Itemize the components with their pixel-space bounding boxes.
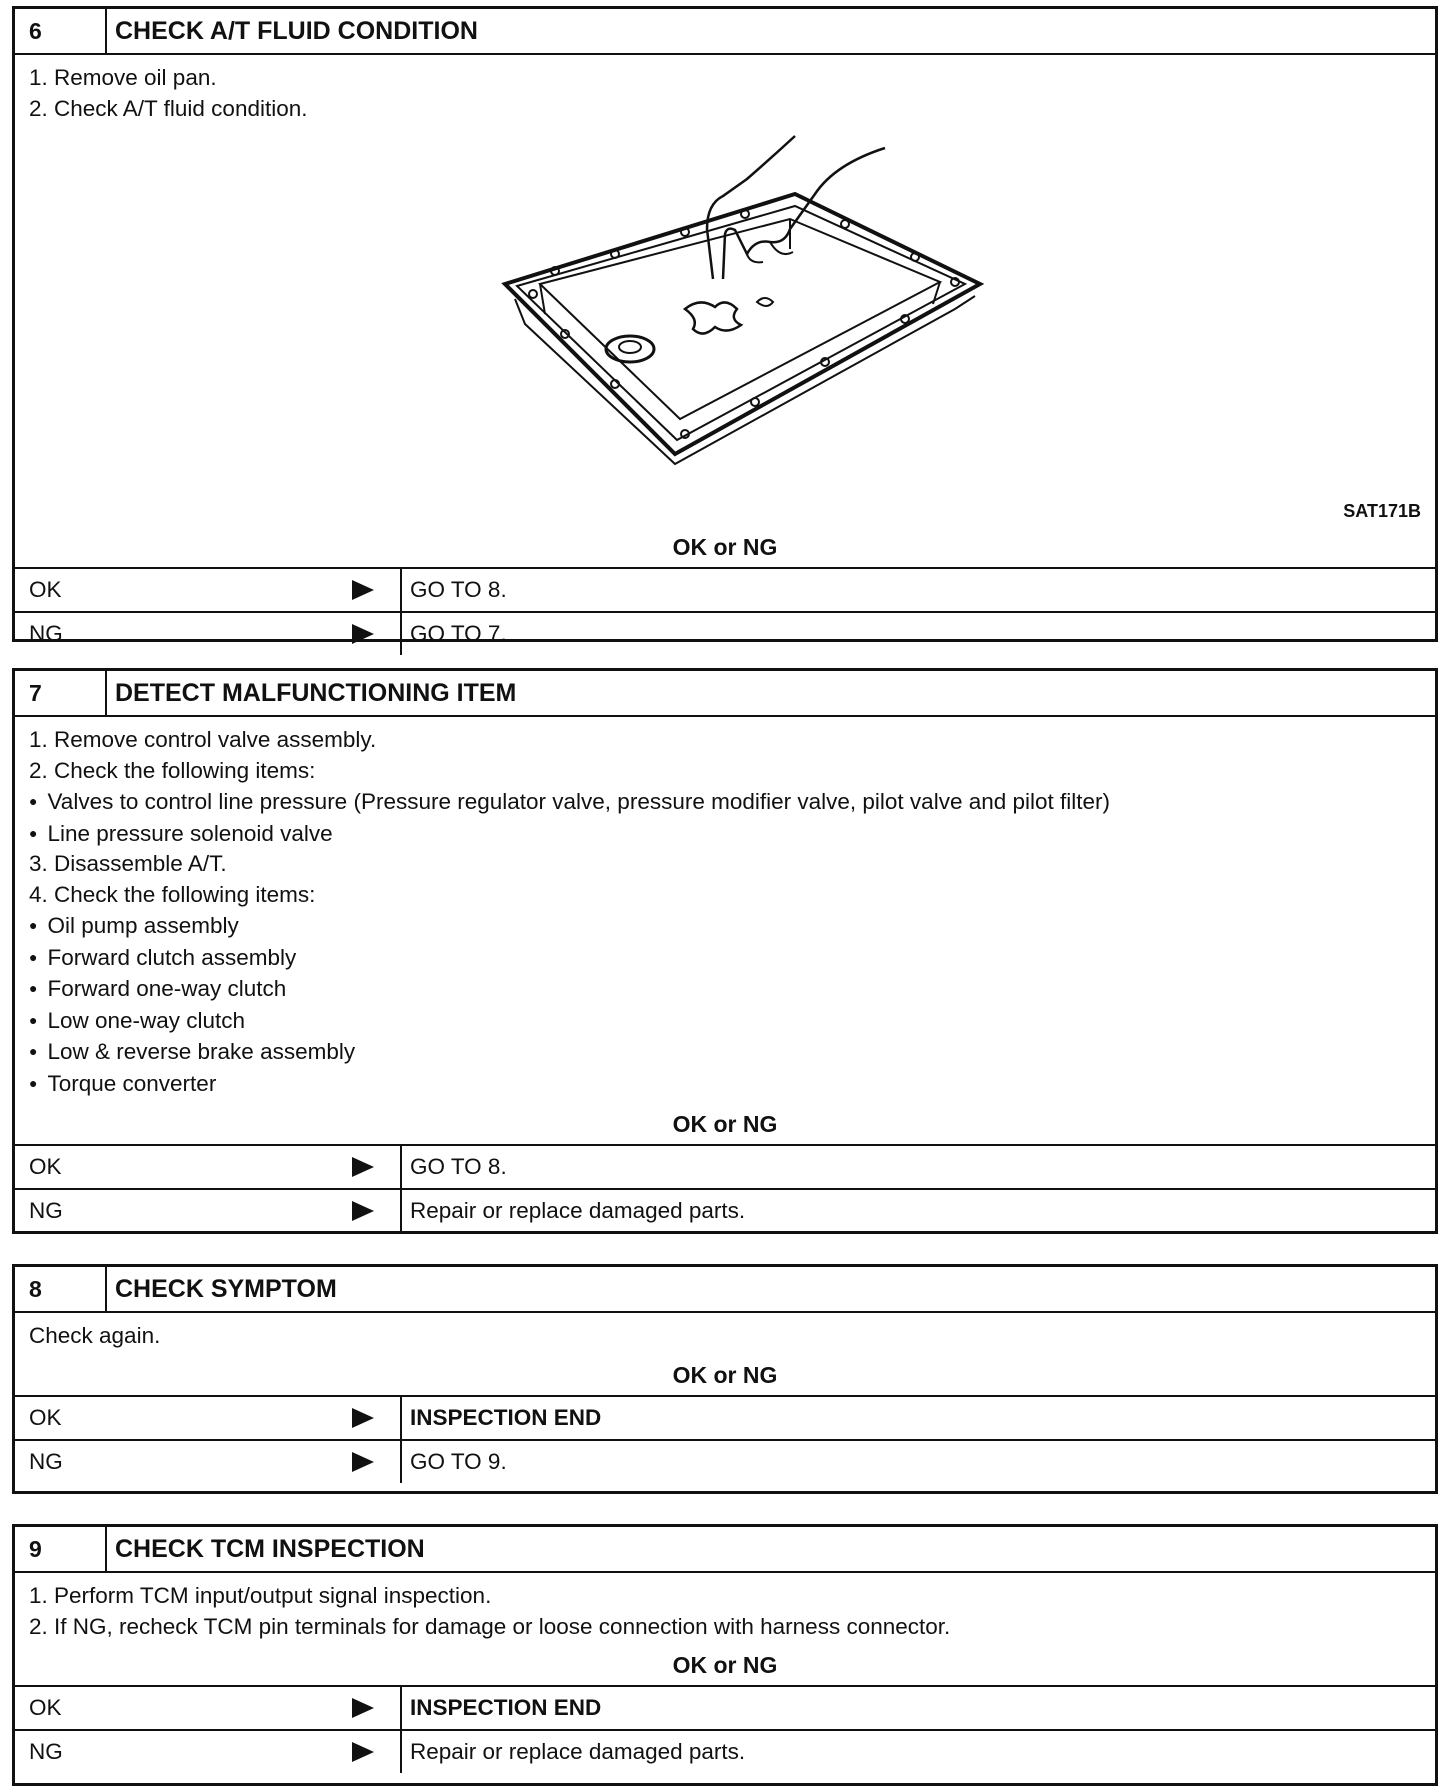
result-row-ok	[15, 1685, 1435, 1729]
result-action: GO TO 7.	[410, 621, 507, 646]
step-body	[15, 717, 1435, 1111]
step-body	[15, 1313, 1435, 1362]
instruction-line: 1. Perform TCM input/output signal inspection.	[29, 1583, 492, 1608]
step-9-box	[12, 1524, 1438, 1786]
arrow-right-icon	[325, 1731, 402, 1773]
result-row-ng	[15, 1729, 1435, 1773]
arrow-right-icon	[325, 1687, 402, 1729]
bullet-item: ● Line pressure solenoid valve	[29, 818, 1421, 850]
step-6-box	[12, 6, 1438, 646]
step-header	[15, 1267, 1435, 1313]
result-label: NG	[29, 1448, 63, 1474]
step-number: 8	[15, 1267, 107, 1311]
instruction-line: 1. Remove oil pan.	[29, 65, 217, 90]
result-action: INSPECTION END	[410, 1695, 602, 1720]
instruction-line: 2. Check the following items:	[29, 757, 316, 783]
bullet-item: ● Low one-way clutch	[29, 1005, 1421, 1037]
step-header	[15, 1527, 1435, 1573]
result-action: Repair or replace damaged parts.	[410, 1739, 746, 1764]
oil-pan-figure	[15, 124, 1435, 534]
bullet-item: ● Oil pump assembly	[29, 910, 1421, 942]
step-number: 7	[15, 671, 107, 715]
arrow-right-icon	[325, 1397, 402, 1439]
bullet-item: ● Forward one-way clutch	[29, 973, 1421, 1005]
oil-pan-illustration	[485, 134, 1005, 474]
result-row-ng	[15, 611, 1435, 655]
result-action: GO TO 8.	[410, 1154, 507, 1179]
bullet-item: ● Low & reverse brake assembly	[29, 1036, 1421, 1068]
instruction-line: 2. If NG, recheck TCM pin terminals for damage or loose connection with harness connector.	[29, 1613, 951, 1639]
ok-ng-label: OK or NG	[672, 1652, 778, 1678]
arrow-right-icon	[325, 1441, 402, 1483]
step-body	[15, 55, 1435, 124]
bullet-item: ● Torque converter	[29, 1068, 1421, 1100]
result-row-ok	[15, 1395, 1435, 1439]
result-label: OK	[29, 1154, 62, 1179]
result-label: OK	[29, 1404, 62, 1430]
instruction-line: 3. Disassemble A/T.	[29, 851, 227, 876]
figure-code: SAT171B	[1343, 501, 1421, 521]
step-body	[15, 1573, 1435, 1652]
result-row-ok	[15, 567, 1435, 611]
result-label: NG	[29, 621, 63, 646]
bullet-item: ● Forward clutch assembly	[29, 942, 1421, 974]
arrow-right-icon	[325, 1190, 402, 1232]
ok-ng-label: OK or NG	[672, 534, 778, 560]
ok-ng-label: OK or NG	[672, 1361, 778, 1388]
result-label: OK	[29, 577, 62, 602]
result-row-ng	[15, 1188, 1435, 1232]
step-header	[15, 9, 1435, 55]
step-8-box	[12, 1264, 1438, 1494]
step-title: CHECK SYMPTOM	[115, 1274, 337, 1303]
step-number: 9	[15, 1527, 107, 1571]
result-label: NG	[29, 1739, 63, 1764]
ok-ng-label: OK or NG	[672, 1111, 778, 1137]
bullet-item: ● Valves to control line pressure (Pressure regulator valve, pressure modifier valve, pilot valve and pilot filter)	[29, 786, 1421, 818]
result-action: GO TO 9.	[410, 1448, 507, 1474]
result-action: INSPECTION END	[410, 1404, 602, 1430]
step-title: CHECK TCM INSPECTION	[115, 1534, 425, 1563]
step-title: DETECT MALFUNCTIONING ITEM	[115, 678, 517, 707]
result-action: Repair or replace damaged parts.	[410, 1198, 746, 1223]
result-row-ng	[15, 1439, 1435, 1483]
instruction-line: 4. Check the following items:	[29, 881, 316, 907]
arrow-right-icon	[325, 613, 402, 655]
step-header	[15, 671, 1435, 717]
instruction-line: 2. Check A/T fluid condition.	[29, 95, 308, 121]
result-row-ok	[15, 1144, 1435, 1188]
step-title: CHECK A/T FLUID CONDITION	[115, 16, 478, 45]
arrow-right-icon	[325, 1146, 402, 1188]
arrow-right-icon	[325, 569, 402, 611]
result-label: NG	[29, 1198, 63, 1223]
instruction-line: 1. Remove control valve assembly.	[29, 727, 377, 752]
step-7-box	[12, 668, 1438, 1234]
step-number: 6	[15, 9, 107, 53]
result-label: OK	[29, 1695, 62, 1720]
result-action: GO TO 8.	[410, 577, 507, 602]
instruction-line: Check again.	[29, 1323, 161, 1348]
